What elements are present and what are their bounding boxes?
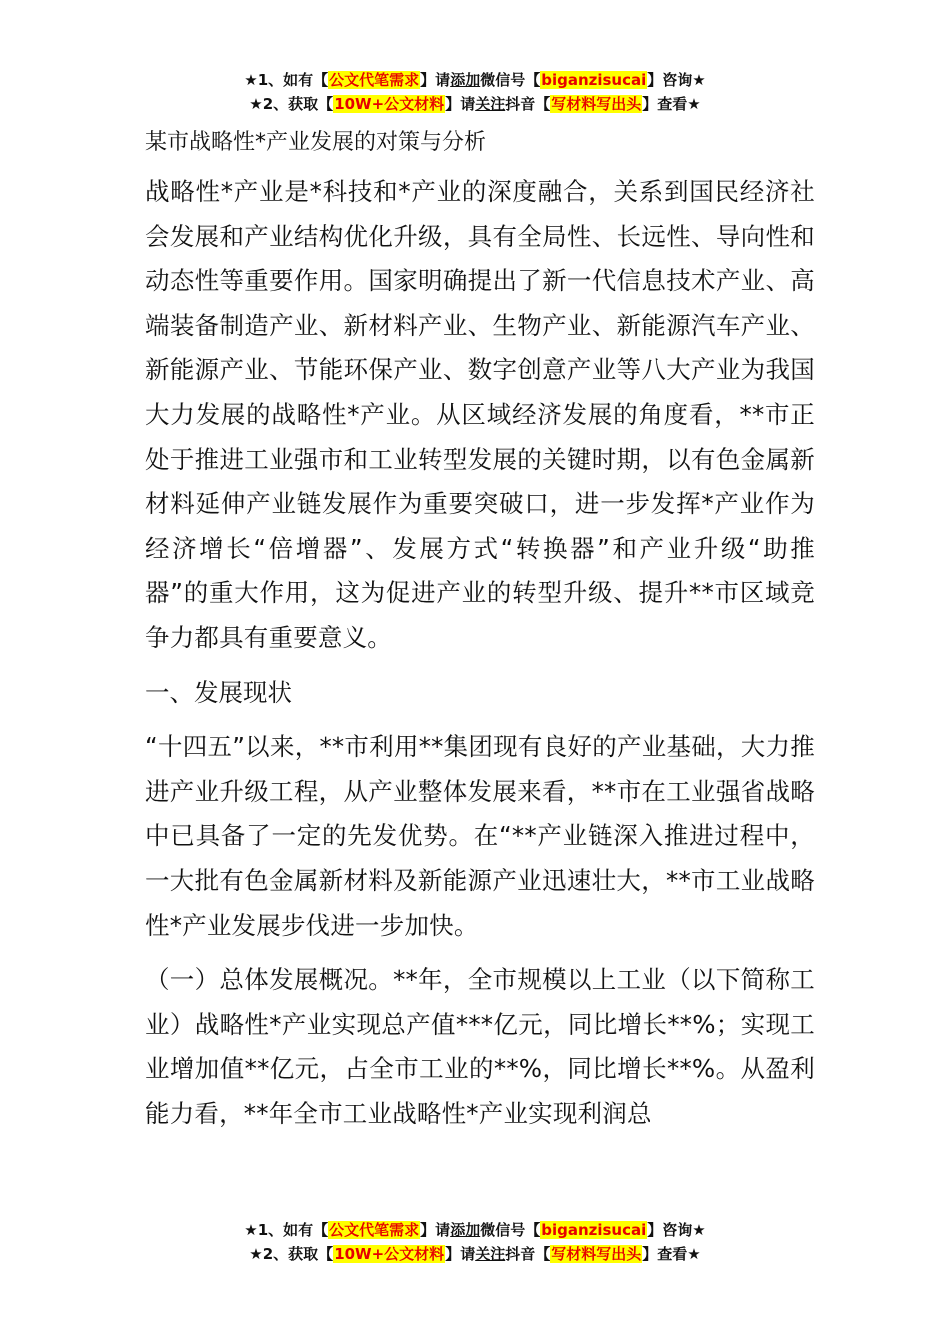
banner-line-2 — [0, 1242, 950, 1266]
overview-paragraph: （一）总体发展概况。**年，全市规模以上工业（以下简称工业）战略性*产业实现总产值***亿元，同比增长**%；实现工业增加值**亿元，占全市工业的**%，同比增长**%。从盈利能力看，**年全市工业战略性*产业实现利润总 — [145, 965, 815, 1128]
header-banner — [0, 68, 950, 116]
banner-text: ★2、获取【 — [249, 95, 334, 113]
banner-underline: 关注 — [475, 95, 506, 113]
banner-highlight: biganzisucai — [541, 1221, 647, 1239]
document-body — [145, 126, 815, 1146]
status-paragraph: “十四五”以来，**市利用**集团现有良好的产业基础，大力推进产业升级工程，从产业整体发展来看，**市在工业强省战略中已具备了一定的先发优势。在“**产业链深入推进过程中，一大批有色金属新材料及新能源产业迅速壮大，**市工业战略性*产业发展步伐进一步加快。 — [145, 732, 815, 940]
footer-banner — [0, 1218, 950, 1266]
banner-highlight: 公文代笔需求 — [329, 71, 420, 89]
banner-text: 微信号【 — [480, 1221, 541, 1239]
banner-text: 抖音【 — [505, 1245, 551, 1263]
banner-underline: 添加 — [450, 71, 481, 89]
banner-text: 】请 — [445, 95, 476, 113]
banner-text: 】请 — [420, 71, 451, 89]
banner-highlight: 10W+公文材料 — [334, 1245, 445, 1263]
banner-text: 】咨询★ — [647, 1221, 706, 1239]
intro-paragraph: 战略性*产业是*科技和*产业的深度融合，关系到国民经济社会发展和产业结构优化升级，具有全局性、长远性、导向性和动态性等重要作用。国家明确提出了新一代信息技术产业、高端装备制造产业、新材料产业、生物产业、新能源汽车产业、新能源产业、节能环保产业、数字创意产业等八大产业为我国大力发展的战略性*产业。从区域经济发展的角度看，**市正处于推进工业强市和工业转型发展的关键时期，以有色金属新材料延伸产业链发展作为重要突破口，进一步发挥*产业作为经济增长“倍增器”、发展方式“转换器”和产业升级“助推器”的重大作用，这为促进产业的转型升级、提升**市区域竞争力都具有重要意义。 — [145, 177, 815, 652]
banner-highlight: 10W+公文材料 — [334, 95, 445, 113]
document-title: 某市战略性*产业发展的对策与分析 — [145, 130, 487, 155]
banner-highlight: biganzisucai — [541, 71, 647, 89]
banner-underline: 添加 — [450, 1221, 481, 1239]
banner-highlight: 写材料写出头 — [551, 1245, 642, 1263]
banner-line-1 — [0, 1218, 950, 1242]
banner-highlight: 写材料写出头 — [551, 95, 642, 113]
banner-text: 】请 — [420, 1221, 451, 1239]
banner-underline: 关注 — [475, 1245, 506, 1263]
banner-line-1 — [0, 68, 950, 92]
banner-text: 】查看★ — [642, 95, 701, 113]
banner-text: ★1、如有【 — [244, 1221, 329, 1239]
banner-text: 】查看★ — [642, 1245, 701, 1263]
banner-line-2 — [0, 92, 950, 116]
banner-highlight: 公文代笔需求 — [329, 1221, 420, 1239]
banner-text: ★1、如有【 — [244, 71, 329, 89]
banner-text: 】请 — [445, 1245, 476, 1263]
banner-text: 】咨询★ — [647, 71, 706, 89]
banner-text: ★2、获取【 — [249, 1245, 334, 1263]
banner-text: 微信号【 — [480, 71, 541, 89]
section-heading: 一、发展现状 — [145, 677, 292, 707]
banner-text: 抖音【 — [505, 95, 551, 113]
